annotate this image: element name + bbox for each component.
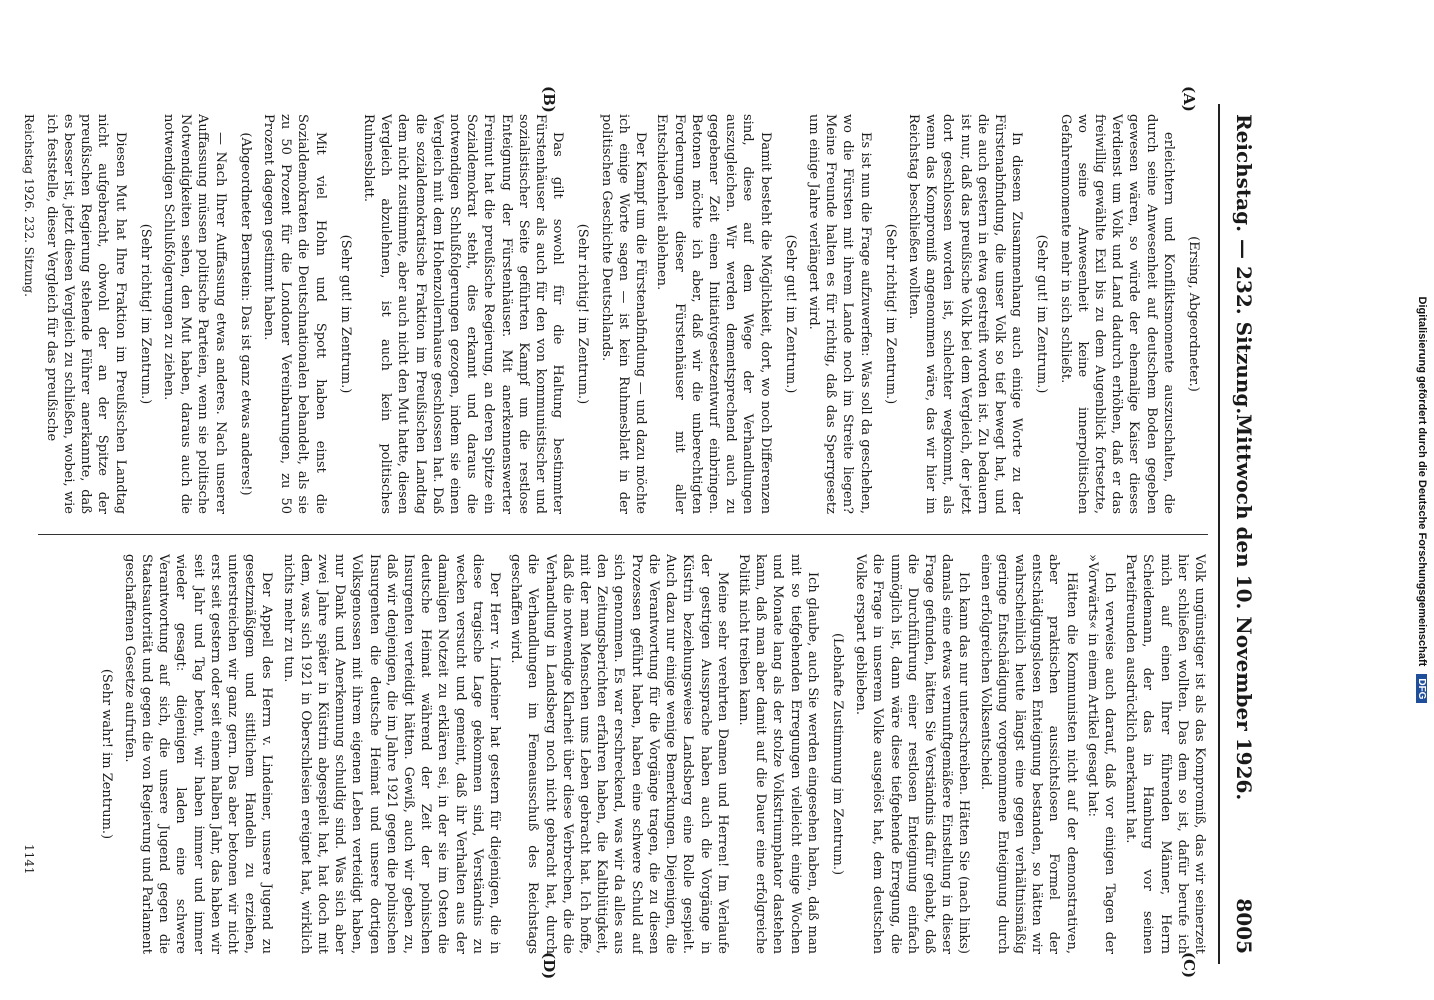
header-rule (1218, 104, 1220, 964)
paragraph: (Sehr gut! im Zentrum.) (337, 234, 353, 394)
paragraph: Ich verweise auch darauf, daß vor einigen Tagen der »Vorwärts« in einem Artikel gesagt hat: (1084, 554, 1117, 954)
column-divider (38, 534, 1208, 535)
paragraph: Ich kann das nur unterschreiben. Hätten Sie (nach links) damals eine etwas vernunftgemäßere Einstellung in dieser Frage gefunden, hätten Sie Verständnis dafür gehabt, daß die Durchführung einer restlosen Enteignung einfach unmöglich ist, dann wäre diese tiefgehende Erregung, die die Frage in unserem Volke ausgelöst hat, dem deutschen Volke erspart geblieben. (853, 554, 972, 954)
paragraph: Der Appell des Herrn v. Lindeiner, unsere Jugend zu gesetzmäßigem und sittlichem Handeln zu erziehen, unterstreichen wir ganz gern. Das aber betonen wir nicht erst seit gestern oder seit einem halben Jahr, das haben wir seit Jahr und Tag betont, wir haben immer und immer wieder gesagt: diejenigen laden eine schwere Verantwortung auf sich, die unsere Jugend gegen die Staatsautorität und gegen die von Regierung und Parlament geschaffenen Gesetze aufrufen. (121, 554, 275, 954)
paragraph: erleichtern und Konfliktsmomente auszuschalten, die durch seine Anwesenheit auf deutschem Boden gegeben gewesen wären, so würde der ehemalige Kaiser dieses Verdienst um Volk und Land dadurch erhöhen, daß er das freiwillig gewählte Exil bis zu dem Augenblick fortsetzte, wo seine Anwesenheit keine innerpolitischen Gefahrenmomente mehr in sich schließt. (1057, 114, 1176, 514)
paragraph: Es ist nun die Frage aufzuwerfen: Was soll da geschehen, wo die Fürsten mit ihrem Lande noch im Streite liegen? Meine Freunde halten es für richtig, daß das Sperrgesetz um einige Jahre verlängert wird. (805, 114, 873, 514)
paragraph: Der Herr v. Lindeiner hat gestern für diejenigen, die in diese tragische Lage gekommen sind, Verständnis zu wecken versucht und gemeint, daß ihr Verhalten aus der damaligen Notzeit zu erklären sei, in der sie im Osten die deutsche Heimat während der Zeit der polnischen Insurgenten verteidigt hätten. Gewiß, auch wir geben zu, daß wir denjenigen, die im Jahre 1921 gegen die polnischen Insurgenten die deutsche Heimat und unsere dortigen Volksgenossen mit ihrem eigenen Leben verteidigt haben, nur Dank und Anerkennung schuldig sind. Was sich aber zwei Jahre später in Küstrin abgespielt hat, hat doch mit dem, was sich 1921 in Oberschlesien ereignet hat, wirklich nichts mehr zu tun. (280, 554, 503, 954)
page-header (1226, 84, 1260, 984)
paragraph: (Sehr richtig! im Zentrum.) (575, 223, 591, 405)
paragraph: Mit viel Hohn und Spott haben einst die Sozialdemokraten die Deutschnationalen behandelt, als sie zu 50 Prozent für die Londoner Vereinbarungen, zu 50 Prozent dagegen gestimmt haben. (261, 114, 328, 514)
paragraph: Volk ungünstiger ist als das Kompromiß, das wir seinerzeit hier schließen wollten. Das dem so ist, dafür berufe ich mich auf einen Ihrer führenden Männer, Herrn Scheidemann, der das in Hamburg vor seinen Parteifreunden ausdrücklich anerkannt hat. (1123, 554, 1207, 954)
paragraph: Ich glaube, auch Sie werden eingesehen haben, daß man mit so tiefgehenden Erregungen vielleicht einige Wochen und Monate lang als der stolze Volkstriumphator dastehen kann, daß man aber damit auf die Dauer eine erfolgreiche Politik nicht treiben kann. (735, 554, 820, 954)
scanned-page (8, 84, 1278, 984)
margin-marker-c: (C) (1180, 952, 1198, 979)
margin-marker-d: (D) (540, 952, 558, 980)
paragraph: (Sehr gut! im Zentrum.) (1034, 234, 1050, 394)
paragraph: Meine sehr verehrten Damen und Herren! Im Verlaufe der gestrigen Aussprache haben auch die Vorgänge in Küstrin beziehungsweise Landsberg eine Rolle gespielt. Auch dazu nur einige wenige Bemerkungen. Diejenigen, die die Verantwortung für die Vorgänge tragen, die zu diesen Prozessen geführt haben, haben eine schwere Schuld auf sich genommen. Es war erschreckend, was wir da alles aus den Zeitungsberichten erfahren haben, die Kaltblütigkeit, mit der man Menschen ums Leben gebracht hat. Ich hoffe, daß die notwendige Klarheit über diese Verbrechen, die die Verhandlung in Landsberg noch nicht gebracht hat, durch die Verhandlungen im Femeausschuß des Reichstags geschaffen wird. (508, 554, 730, 954)
footer-source: Reichstag 1926. 232. Sitzung. (22, 114, 36, 297)
dfg-sidebar (1411, 40, 1433, 960)
paragraph: (Ersing, Abgeordneter.) (1186, 236, 1201, 392)
paragraph: Diesen Mut hat Ihre Fraktion im Preußischen Landtag nicht aufgebracht, obwohl der an der Spitze der preußischen Regierung stehende Führer anerkannte, daß es besser ist, jetzt diesen Vergleich zu schließen, wobei, wie ich feststelle, dieser Vergleich für das preußische (43, 114, 128, 514)
paragraph: — Nach Ihrer Auffassung etwas anderes. Nach unserer Auffassung müssen politische Parteien, wenn sie politische Notwendigkeiten sehen, den Mut haben, daraus auch die notwendigen Schlußfolgerungen zu ziehen. (161, 114, 228, 514)
footer-sheet-number: 1141 (22, 844, 36, 875)
paragraph: (Lebhafte Zustimmung im Zentrum.) (829, 632, 845, 876)
margin-marker-a: (A) (1180, 86, 1198, 112)
margin-marker-b: (B) (540, 86, 558, 113)
paragraph: (Sehr gut! im Zentrum.) (782, 234, 798, 394)
paragraph: Hätten die Kommunisten nicht auf der demonstrativen, aber praktischen aussichtslosen Formel der entschädigungslosen Enteignung bestanden, so hätten wir wahrscheinlich heute längst eine gegen verhältnismäßig geringe Entschädigung vorgenommene Enteignung durch einen erfolgreichen Volksentscheid. (977, 554, 1079, 954)
dfg-credit-text: Digitalisierung gefördert durch die Deutsche Forschungsgemeinschaft (1416, 296, 1428, 667)
header-date: Mittwoch den 10. November 1926. (1232, 414, 1256, 801)
paragraph: In diesem Zusammenhang auch einige Worte zu der Fürstenabfindung, die unser Volk so tief bewegt hat, und die auch gestern in etwa gestreift worden ist. Zu bedauern ist nur, daß das preußische Volk bei dem Vergleich, der jetzt dort geschlossen worden ist, schlechter wegkommt, als wenn das Kompromiß angenommen wäre, das wir hier im Reichstag beschließen wollten. (905, 114, 1025, 514)
paragraph: (Sehr richtig! im Zentrum.) (137, 223, 153, 405)
paragraph: (Abgeordneter Bernstein: Das ist ganz etwas anderes!) (237, 132, 253, 496)
paragraph: Das gilt sowohl für die Haltung bestimmter Fürstenhäuser als auch für den von kommunistischer und sozialistischer Seite geführten Kampf um die restlose Enteignung der Fürstenhäuser. Mit anerkennenswerter Freimut hat die preußische Regierung, an deren Spitze ein Sozialdemokrat steht, dies erkannt und daraus die notwendigen Schlußfolgerungen gezogen, indem sie einen Vergleich mit dem Hohenzollernhause geschlossen hat. Daß die sozialdemokratische Fraktion im Preußischen Landtag dem nicht zustimmte, aber auch nicht den Mut hatte, diesen Vergleich abzulehnen, ist auch kein politisches Ruhmesblatt. (361, 114, 566, 514)
paragraph: Damit besteht die Möglichkeit, dort, wo noch Differenzen sind, diese auf dem Wege der Verhandlungen auszugleichen. Wir werden dementsprechend auch zu gegebener Zeit einen Initiativgesetzentwurf einbringen. Betonen möchte ich aber, daß wir die unberechtigten Forderungen dieser Fürstenhäuser mit aller Entschiedenheit ablehnen. (654, 114, 773, 514)
text-column-right (38, 554, 1208, 954)
dfg-logo-badge: DFG (1417, 674, 1428, 703)
text-column-left (38, 114, 1208, 514)
header-page-number: 8005 (1232, 898, 1256, 954)
paragraph: (Sehr wahr! im Zentrum.) (98, 668, 114, 840)
paragraph: (Sehr richtig! im Zentrum.) (882, 223, 898, 405)
header-session: Reichstag. — 232. Sitzung. (1232, 114, 1256, 415)
paragraph: Der Kampf um die Fürstenabfindung — und dazu möchte ich einige Worte sagen — ist kein Ruhmesblatt in der politischen Geschichte Deutschlands. (598, 114, 649, 514)
